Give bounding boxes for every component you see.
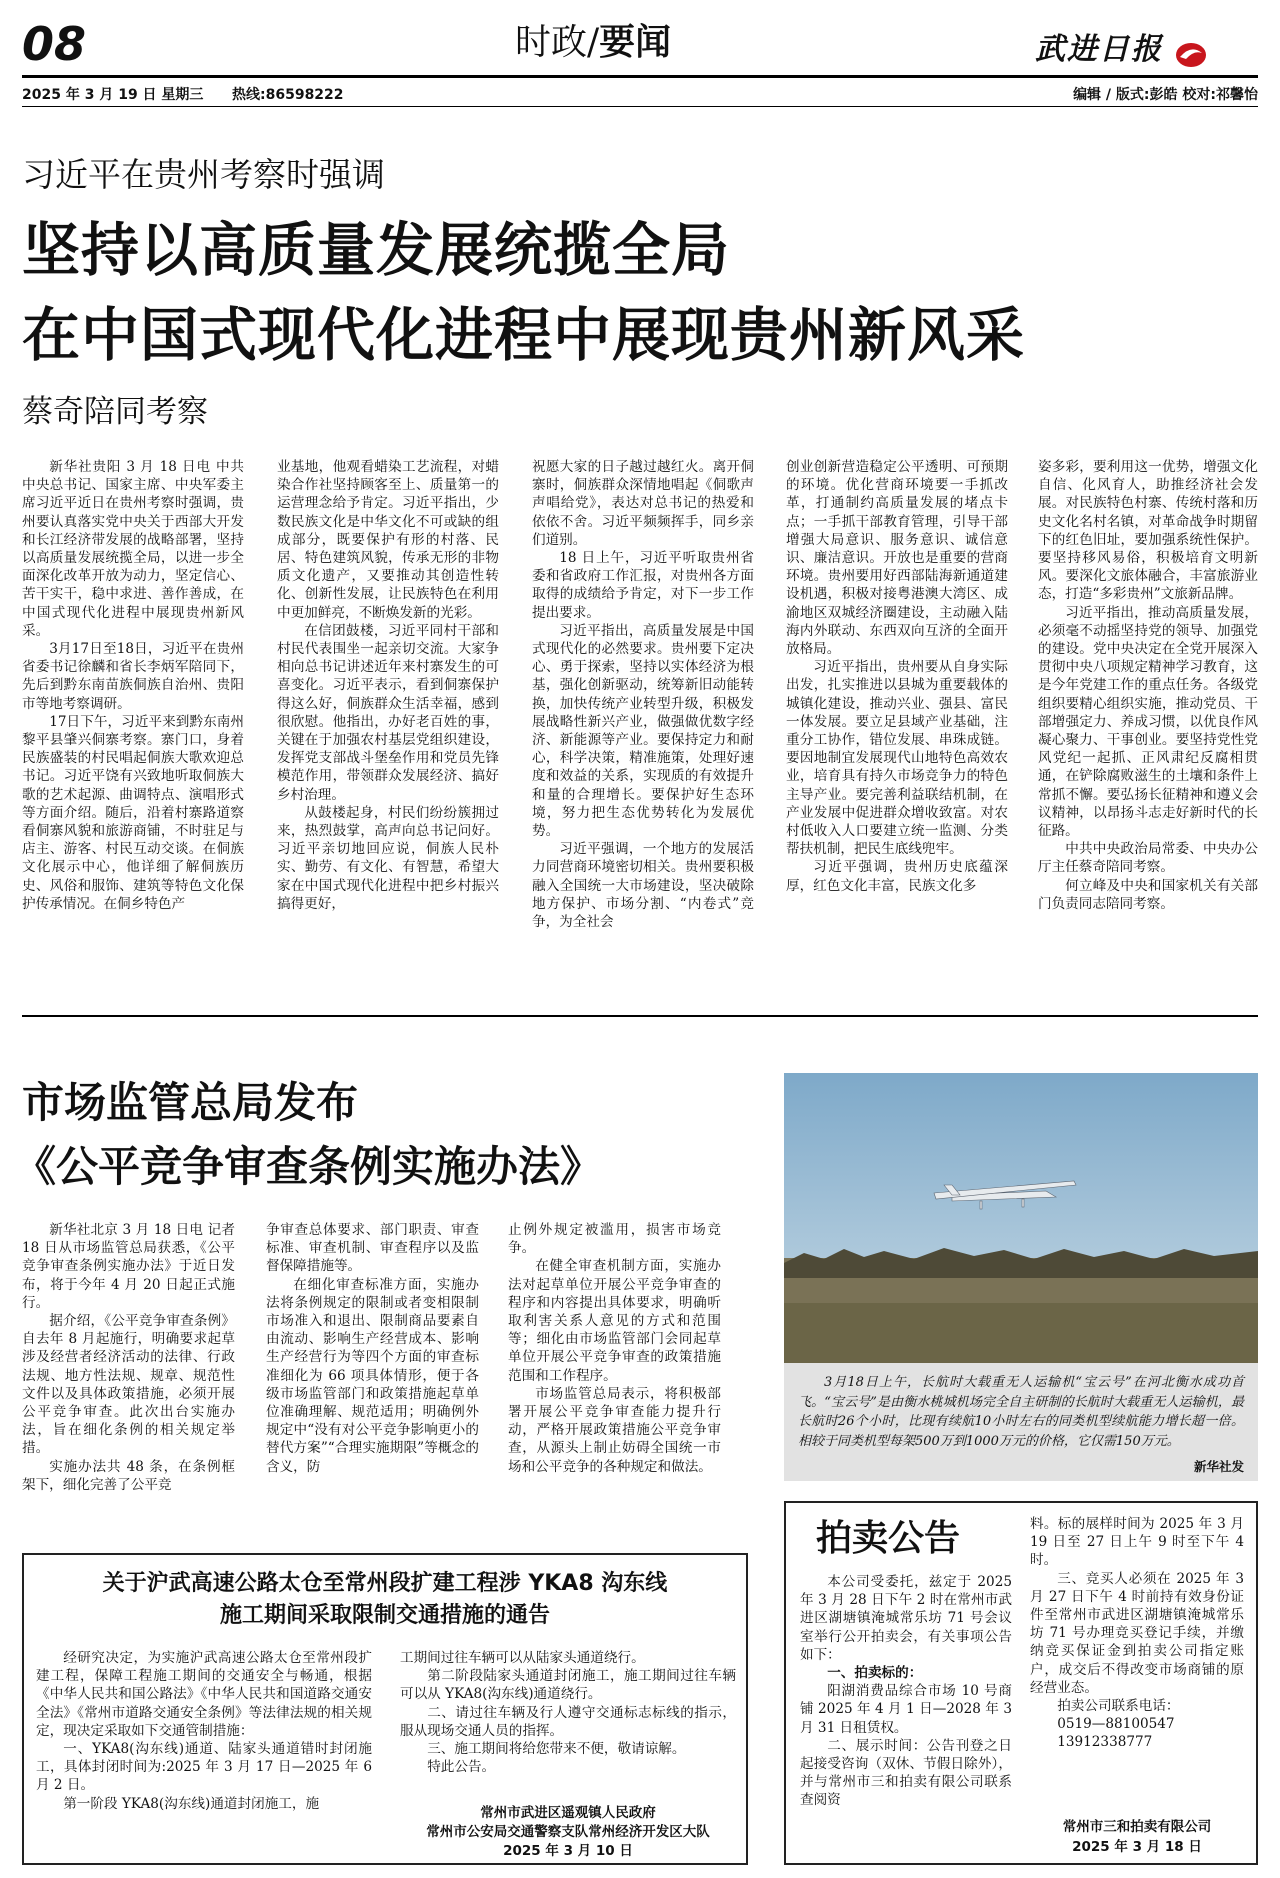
market-paragraph: 在细化审查标准方面，实施办法将条例规定的限制或者变相限制市场准入和退出、限制商品要素自由流动、影响生产经营成本、影响生产经营行为等四个方面的审查标准细化为 66 项具体情形，便于各级市场监管部门和政策措施起草单位准确理解、规范适用；明确例外规定中“没有对公平竞争影响更小的替代方案”“合理实施期限”等概念的含义，防	[266, 1276, 479, 1475]
notice-date: 2025 年 3 月 10 日	[503, 1843, 633, 1859]
market-paragraph: 实施办法共 48 条，在条例框架下，细化完善了公平竞	[22, 1458, 235, 1493]
notice-column-right	[400, 1649, 736, 1776]
hotline: 热线:86598222	[232, 87, 344, 103]
lead-paragraph: 从鼓楼起身，村民们纷纷簇拥过来，热烈鼓掌，高声向总书记问好。习近平亲切地回应说，侗族人民朴实、勤劳、有文化、有智慧，希望大家在中国式现代化进程中把乡村振兴搞得更好，	[277, 804, 499, 912]
traffic-notice-box	[22, 1553, 748, 1865]
auction-title: 拍卖公告	[816, 1518, 961, 1559]
page-number: 08	[22, 17, 87, 71]
notice-title-line2: 施工期间采取限制交通措施的通告	[219, 1603, 550, 1628]
lead-paragraph: 姿多彩，要利用这一优势，增强文化自信、化风育人，助推经济社会发展。对民族特色村寨、传统村落和历史文化名村名镇，对革命战争时期留下的红色旧址，要加强系统性保护。要坚持移风易俗，积极培育文明新风。要深化文旅体融合，丰富旅游业态，打造“多彩贵州”文旅新品牌。	[1038, 459, 1258, 603]
lead-paragraph: 习近平指出，高质量发展是中国式现代化的必然要求。贵州要下定决心、勇于探索，坚持以实体经济为根基，强化创新驱动，统筹新旧动能转换，加快传统产业转型升级，积极发展战略性新兴产业，做强做优数字经济、新能源等产业。要保持定力和耐心，科学决策，精准施策，处理好速度和效益的关系，实现质的有效提升和量的合理增长。要保护好生态环境，努力把生态优势转化为发展优势。	[532, 622, 754, 840]
notice-paragraph: 特此公告。	[427, 1759, 496, 1776]
auction-paragraph: 三、竞买人必须在 2025 年 3 月 27 日下午 4 时前持有效身份证件至常州市武进区湖塘镇淹城常乐坊 71 号办理竞买登记手续，并缴纳竞买保证金到拍卖公司指定账户，成交后不得改变市场商铺的原经营业态。	[1030, 1570, 1244, 1696]
lead-subtitle: 蔡奇陪同考察	[22, 394, 208, 430]
photo-caption-box	[784, 1363, 1258, 1481]
market-paragraph: 新华社北京 3 月 18 日电 记者 18 日从市场监管总局获悉，《公平竞争审查条例实施办法》于近日发布，将于今年 4 月 20 日起正式施行。	[22, 1222, 235, 1311]
notice-signature-1: 常州市武进区遥观镇人民政府	[480, 1805, 656, 1821]
lead-paragraph: 中共中央政治局常委、中央办公厅主任蔡奇陪同考察。	[1038, 841, 1258, 876]
notice-title-line1: 关于沪武高速公路太仓至常州段扩建工程涉 YKA8 沟东线	[102, 1571, 668, 1596]
notice-paragraph: 二、请过往车辆及行人遵守交通标志标线的指示，服从现场交通人员的指挥。	[400, 1704, 736, 1739]
market-paragraph: 市场监管总局表示，将积极部署开展公平竞争审查能力提升行动，严格开展政策措施公平竞争审查，从源头上制止妨碍全国统一市场和公平竞争的各种规定和做法。	[508, 1385, 721, 1475]
auction-paragraph: 阳湖消费品综合市场 10 号商铺 2025 年 4 月 1 日—2028 年 3 月 31 日租赁权。	[800, 1683, 1012, 1736]
market-title-line2: 《公平竞争审查条例实施办法》	[14, 1142, 603, 1191]
lead-paragraph: 新华社贵阳 3 月 18 日电 中共中央总书记、国家主席、中央军委主席习近平近日在贵州考察时强调，贵州要认真落实党中央关于西部大开发和长江经济带发展的战略部署，坚持以高质量发展统揽全局，以进一步全面深化改革开放为动力，坚定信心、苦干实干，稳中求进、善作善成，在中国式现代化进程中展现贵州新风采。	[22, 459, 244, 639]
market-paragraph: 争审查总体要求、部门职责、审查标准、审查机制、审查程序以及监督保障措施等。	[266, 1222, 479, 1275]
paper-emblem-icon	[1174, 40, 1208, 70]
market-column-1	[22, 1221, 235, 1494]
lead-title-line1: 坚持以高质量发展统揽全局	[22, 216, 731, 284]
lead-kicker: 习近平在贵州考察时强调	[22, 155, 385, 194]
lead-column-1	[22, 458, 244, 913]
lead-column-3	[532, 458, 754, 931]
lead-paragraph: 在信团鼓楼，习近平同村干部和村民代表围坐一起亲切交流。大家争相向总书记讲述近年来村寨发生的可喜变化。习近平表示，看到侗寨保护得这么好，侗族群众生活幸福，感到很欣慰。他指出，办好老百姓的事，关键在于加强农村基层党组织建设，发挥党支部战斗堡垒作用和党员先锋模范作用，带领群众发展经济、搞好乡村治理。	[277, 622, 499, 803]
auction-company: 常州市三和拍卖有限公司	[1062, 1819, 1212, 1835]
lead-title-line2: 在中国式现代化进程中展现贵州新风采	[22, 301, 1026, 369]
notice-paragraph: 经研究决定，为实施沪武高速公路太仓至常州段扩建工程，保障工程施工期间的交通安全与畅通，根据《中华人民共和国公路法》《中华人民共和国道路交通安全法》《常州市道路交通安全条例》等法律法规的相关规定，现决定采取如下交通管制措施：	[36, 1650, 372, 1739]
lead-column-4	[786, 458, 1008, 895]
auction-paragraph: 本公司受委托，兹定于 2025 年 3 月 28 日下午 2 时在常州市武进区湖塘镇淹城常乐坊 71 号会议室举行公开拍卖会，有关事项公告如下：	[800, 1574, 1012, 1663]
market-column-3	[508, 1221, 721, 1476]
lead-paragraph: 习近平指出，推动高质量发展，必须毫不动摇坚持党的领导、加强党的建设。党中央决定在全党开展深入贯彻中央八项规定精神学习教育，这是今年党建工作的重点任务。各级党组织要精心组织实施，推动党员、干部增强定力、养成习惯，以优良作风凝心聚力、干事创业。要坚持党性党风党纪一起抓、正风肃纪反腐相贯通，在铲除腐败滋生的土壤和条件上常抓不懈。要弘扬长征精神和遵义会议精神，以昂扬斗志走好新时代的长征路。	[1038, 604, 1258, 840]
market-paragraph: 止例外规定被滥用，损害市场竞争。	[508, 1222, 721, 1257]
lead-paragraph: 祝愿大家的日子越过越红火。离开侗寨时，侗族群众深情地唱起《侗歌声声唱给党》，表达对总书记的热爱和依依不舍。习近平频频挥手，同乡亲们道别。	[532, 459, 754, 548]
auction-paragraph: 料。标的展样时间为 2025 年 3 月 19 日至 27 日上午 9 时至下午 4 时。	[1030, 1516, 1244, 1569]
editor-credit: 编辑 / 版式:彭皓 校对:祁馨怡	[1073, 87, 1258, 103]
market-paragraph: 据介绍，《公平竞争审查条例》自去年 8 月起施行，明确要求起草涉及经营者经济活动的法律、行政法规、地方性法规、规章、规范性文件以及具体政策措施，必须开展公平竞争审查。此次出台实施办法，旨在细化条例的相关规定举措。	[22, 1313, 235, 1457]
lead-paragraph: 习近平指出，贵州要从自身实际出发，扎实推进以县城为重要载体的城镇化建设，推动兴业、强县、富民一体发展。要立足县域产业基础，注重分工协作，错位发展、串珠成链。要因地制宜发展现代山地特色高效农业，培育具有持久市场竞争力的特色主导产业。要完善利益联结机制，在产业发展中促进群众增收致富。对农村低收入人口要建立统一监测、分类帮扶机制，把民生底线兜牢。	[786, 659, 1008, 858]
lead-paragraph: 18 日上午，习近平听取贵州省委和省政府工作汇报，对贵州各方面取得的成绩给予肯定，对下一步工作提出要求。	[532, 550, 754, 621]
auction-paragraph: 拍卖公司联系电话：	[1057, 1698, 1180, 1715]
notice-paragraph: 一、YKA8(沟东线)通道、陆家头通道错时封闭施工，具体封闭时间为:2025 年 3 月 17 日—2025 年 6 月 2 日。	[36, 1741, 372, 1794]
photo-caption: 3月18日上午，长航时大载重无人运输机“宝云号”在河北衡水成功首飞。“宝云号”是由衡水桃城机场完全自主研制的长航时大载重无人运输机，最长航时26个小时，比现有续航10小时左右的同类机型续航能力增长超一倍。相较于同类机型每架500万到1000万元的价格，它仅需150万元。	[798, 1375, 1244, 1449]
market-paragraph: 在健全审查机制方面，实施办法对起草单位开展公平竞争审查的程序和内容提出具体要求，明确听取利害关系人意见的方式和范围等；细化由市场监管部门会同起草单位开展公平竞争审查的政策措施范围和工作程序。	[508, 1258, 721, 1384]
lead-paragraph: 创业创新营造稳定公平透明、可预期的环境。优化营商环境要一手抓改革，打通制约高质量发展的堵点卡点；一手抓干部教育管理，引导干部增强大局意识、服务意识、诚信意识、廉洁意识。开放也是重要的营商环境。贵州要用好西部陆海新通道建设机遇，积极对接粤港澳大湾区、成渝地区双城经济圈建设，主动融入陆海内外联动、东西双向互济的全面开放格局。	[786, 459, 1008, 658]
lead-paragraph: 习近平强调，贵州历史底蕴深厚，红色文化丰富，民族文化多	[786, 859, 1008, 894]
auction-column-right	[1030, 1515, 1244, 1752]
paper-name: 武进日报	[1035, 32, 1163, 67]
news-photo	[784, 1073, 1258, 1363]
section-header	[515, 22, 671, 64]
notice-column-left	[36, 1649, 372, 1813]
lead-paragraph: 业基地，他观看蜡染工艺流程，对蜡染合作社坚持顾客至上、质量第一的运营理念给予肯定。习近平指出，少数民族文化是中华文化不可或缺的组成部分，既要保护有形的村落、民居、特色建筑风貌，传承无形的非物质文化遗产，又要推动其创造性转化、创新性发展，让民族特色在利用中更加鲜亮，不断焕发新的光彩。	[277, 459, 499, 621]
lead-column-5	[1038, 458, 1258, 913]
lead-paragraph: 习近平强调，一个地方的发展活力同营商环境密切相关。贵州要积极融入全国统一大市场建设，坚决破除地方保护、市场分割、“内卷式”竞争，为全社会	[532, 841, 754, 931]
auction-date: 2025 年 3 月 18 日	[1072, 1839, 1202, 1855]
auction-paragraph: 二、展示时间：公告刊登之日起接受咨询（双休、节假日除外），并与常州市三和拍卖有限公司联系查阅资	[800, 1737, 1012, 1809]
lead-paragraph: 17日下午，习近平来到黔东南州黎平县肇兴侗寨考察。寨门口，身着民族盛装的村民唱起侗族大歌欢迎总书记。习近平饶有兴致地听取侗族大歌的艺术起源、曲调特点、演唱形式等方面介绍。随后，沿着村寨路道察看侗寨风貌和旅游商铺，不时驻足与店主、游客、村民互动交谈。在侗族文化展示中心，他详细了解侗族历史、风俗和服饰、建筑等特色文化保护传承情况。在侗乡特色产	[22, 713, 244, 912]
section-name-b: 要闻	[599, 22, 672, 63]
issue-date: 2025 年 3 月 19 日 星期三	[22, 87, 204, 103]
masthead-rule	[22, 75, 1258, 78]
section-divider	[22, 1015, 1258, 1017]
notice-paragraph: 第一阶段 YKA8(沟东线)通道封闭施工，施	[63, 1795, 320, 1812]
lead-paragraph: 3月17日至18日，习近平在贵州省委书记徐麟和省长李炳军陪同下，先后到黔东南苗族侗族自治州、贵阳市等地考察调研。	[22, 641, 244, 712]
notice-paragraph: 第二阶段陆家头通道封闭施工，施工期间过往车辆可以从 YKA8(沟东线)通道绕行。	[400, 1668, 736, 1703]
lead-column-2	[277, 458, 499, 913]
auction-phone: 0519—88100547	[1057, 1716, 1175, 1733]
notice-signature-2: 常州市公安局交通警察支队常州经济开发区大队	[426, 1824, 710, 1840]
photo-credit: 新华社发	[1193, 1459, 1244, 1474]
auction-notice-box	[784, 1501, 1258, 1865]
market-column-2	[266, 1221, 479, 1476]
masthead-rule-bottom	[22, 106, 1258, 107]
section-name-a: 时政/	[515, 22, 600, 63]
notice-paragraph: 三、施工期间将给您带来不便，敬请谅解。	[427, 1741, 686, 1758]
auction-column-left	[800, 1573, 1012, 1810]
auction-paragraph: 一、拍卖标的：	[827, 1665, 923, 1682]
market-title-line1: 市场监管总局发布	[22, 1078, 359, 1127]
notice-paragraph: 工期间过往车辆可以从陆家头通道绕行。	[400, 1650, 645, 1666]
lead-paragraph: 何立峰及中央和国家机关有关部门负责同志陪同考察。	[1038, 877, 1258, 912]
paper-logo	[1035, 24, 1265, 67]
auction-phone: 13912338777	[1057, 1734, 1153, 1751]
